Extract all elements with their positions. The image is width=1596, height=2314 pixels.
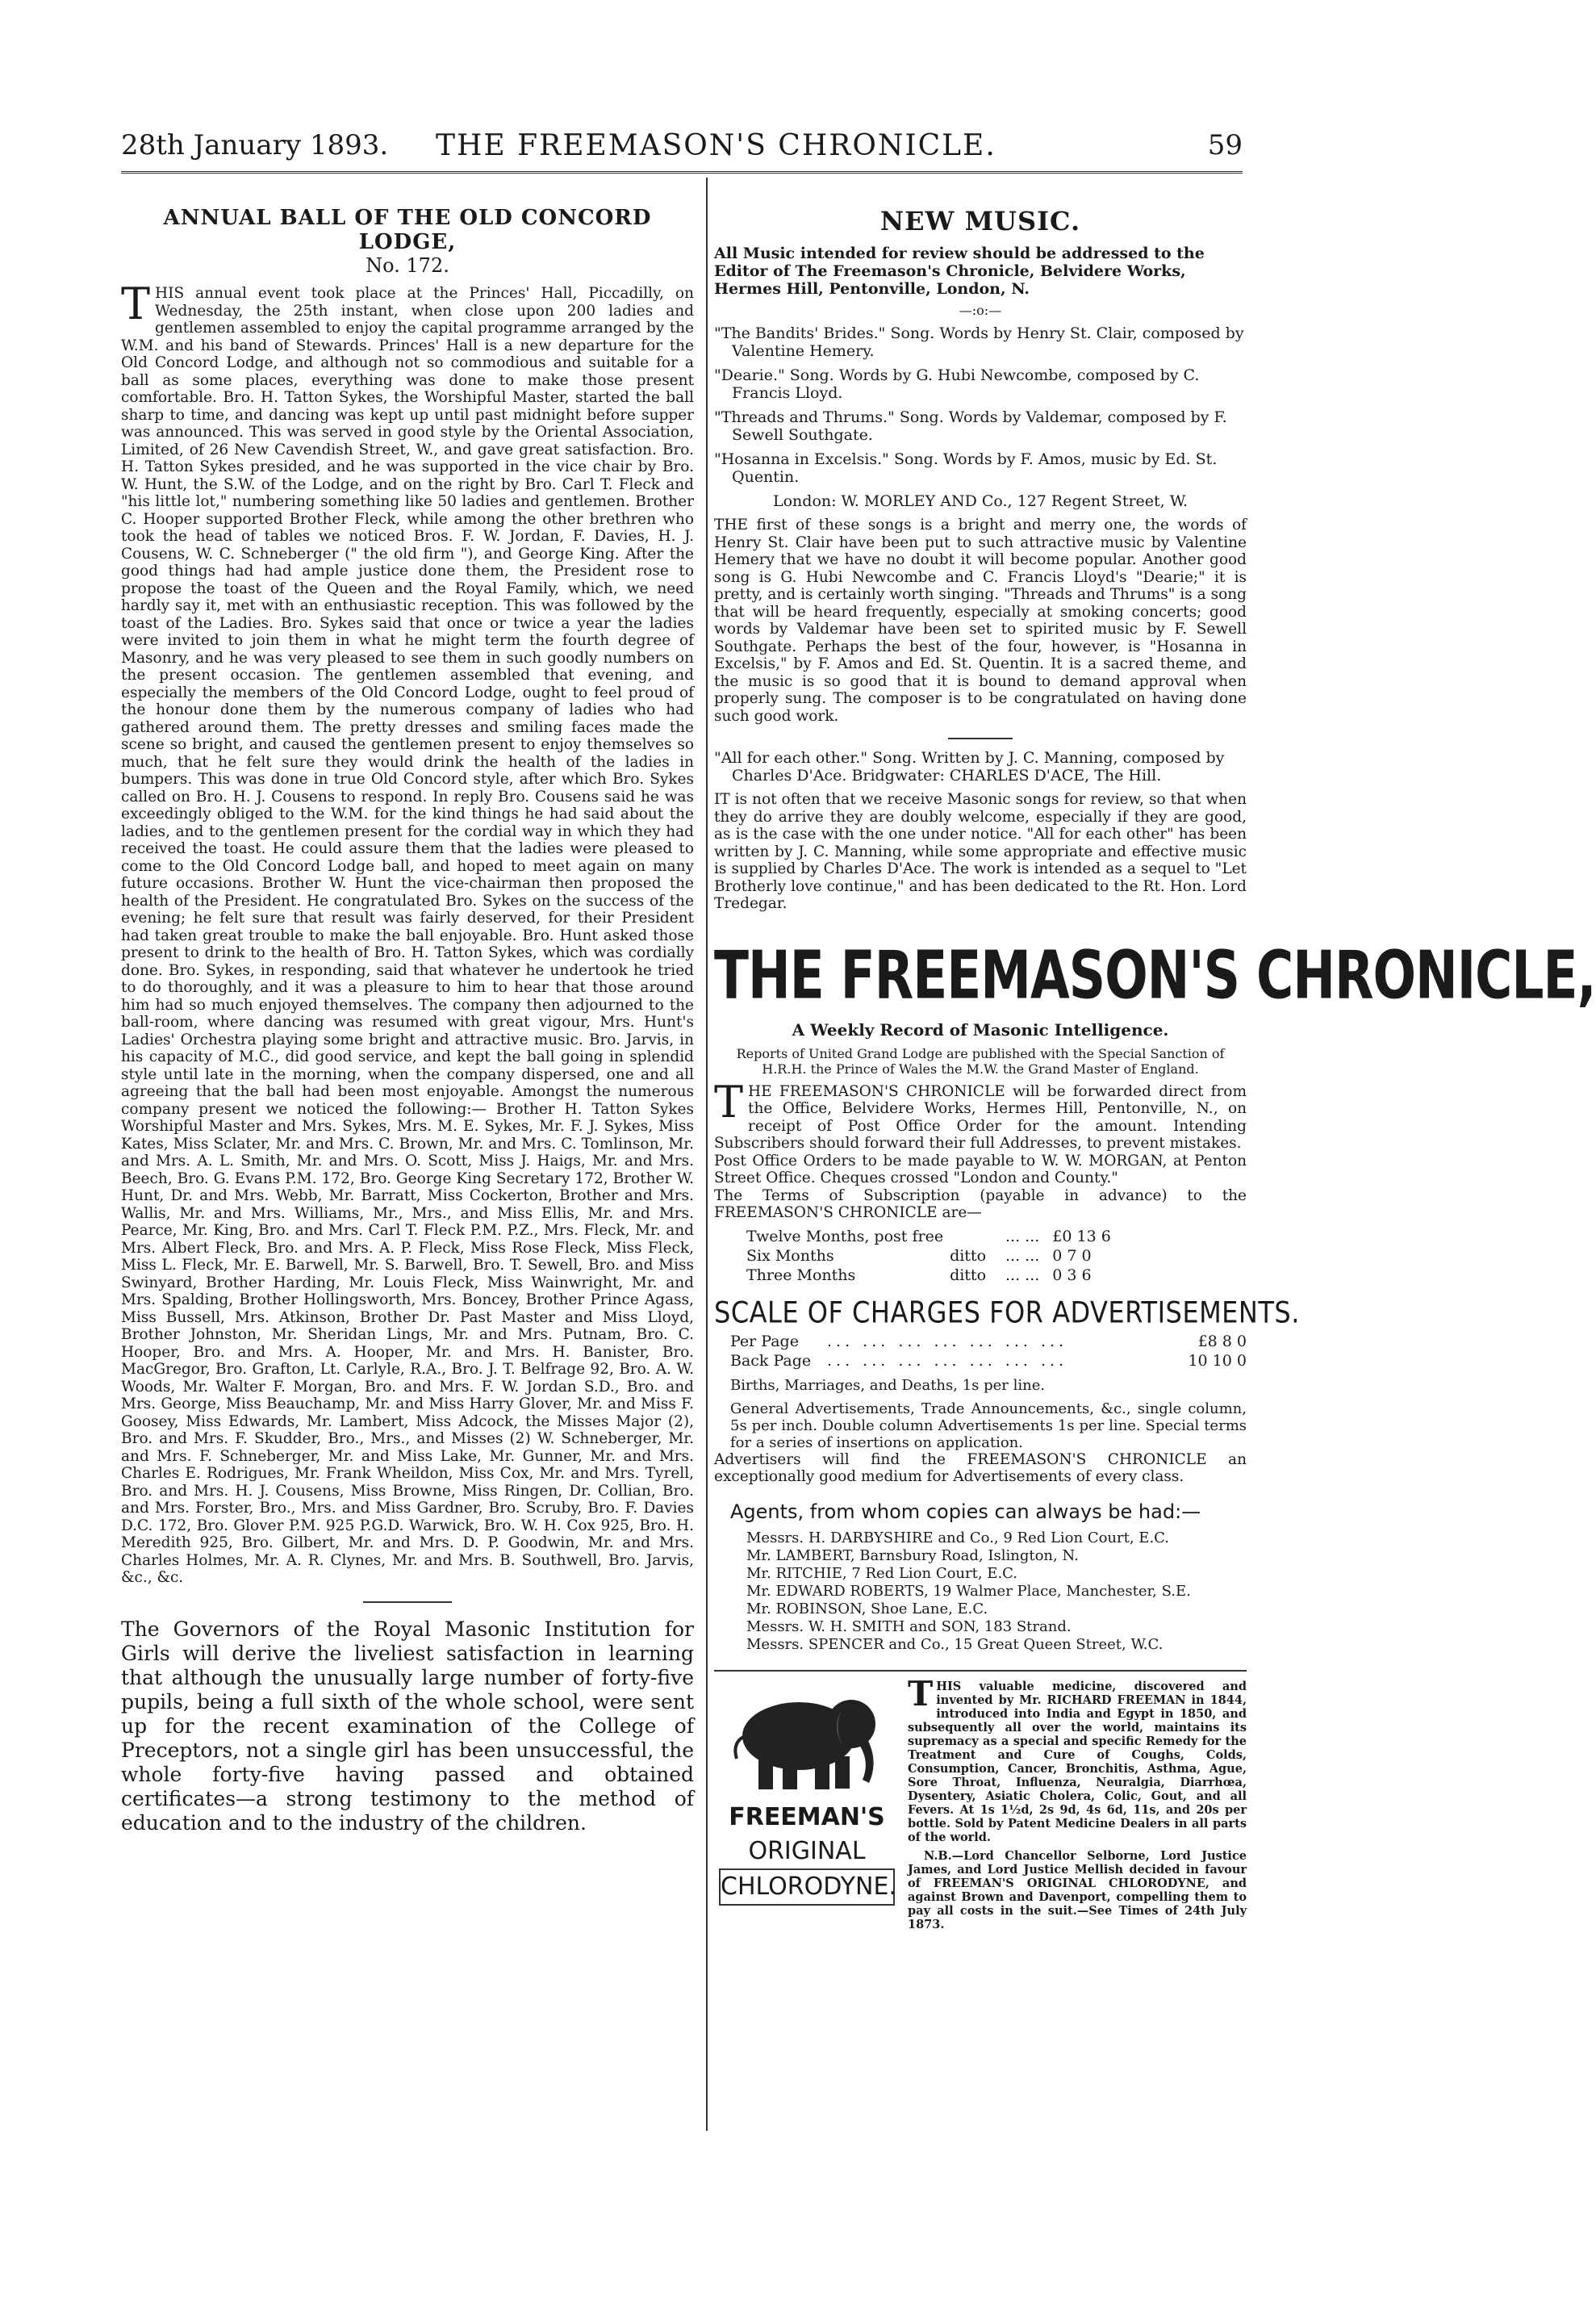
page-header — [121, 129, 1243, 169]
adv-rate-dots: ... ... ... ... ... ... ... — [827, 1351, 1068, 1370]
song-item: "Hosanna in Excelsis." Song. Words by F. Amos, music by Ed. St. Quentin. — [714, 450, 1218, 486]
adv-rate-value: 10 10 0 — [1188, 1351, 1247, 1370]
chronicle-masthead: THE FREEMASON'S CHRONICLE, — [714, 936, 1596, 1014]
ball-dropcap: T — [121, 278, 151, 329]
agent-item: Messrs. W. H. SMITH and SON, 183 Strand. — [746, 1617, 1072, 1635]
elephant-icon — [722, 1680, 884, 1793]
ball-article-body — [121, 278, 694, 1587]
agent-item: Mr. EDWARD ROBERTS, 19 Walmer Place, Manchester, S.E. — [746, 1582, 1191, 1600]
issue-date: 28th January 1893. — [121, 129, 389, 161]
chlorodyne-brand — [714, 1801, 900, 1906]
girls-institution-announcement: The Governors of the Royal Masonic Institution for Girls will derive the liveliest satisfaction in learning that although the unusually large number of forty-five pupils, being a full sixth of the whole school, were sent up for the recent examination of the College of Preceptors, not a single girl has been unsuccessful, the whole forty-five having passed and obtained certificates—a strong testimony to the method of education and to the industry of the children. — [121, 1617, 694, 1835]
term-dots: ... ... — [1005, 1266, 1040, 1284]
term-dots: ... ... — [1005, 1227, 1040, 1245]
column-divider — [706, 178, 708, 2131]
ball-article-subtitle: No. 172. — [366, 254, 449, 277]
term-dots: ... ... — [1005, 1246, 1040, 1265]
agent-item: Mr. ROBINSON, Shoe Lane, E.C. — [746, 1600, 988, 1617]
adv-general-note: General Advertisements, Trade Announcements, &c., single column, 5s per inch. Double column Advertisements 1s per line. Special terms for a series of insertions on application. — [730, 1400, 1247, 1451]
brand-line-1: FREEMAN'S — [729, 1802, 885, 1831]
chlorodyne-advert — [714, 1673, 1247, 1938]
adv-rate-row — [730, 1332, 1247, 1351]
music-review-2: IT is not often that we receive Masonic songs for review, so that when they do arrive they are doubly welcome, especially if they are good, as is the case with the one under notice. "All for each other" has been written by J. C. Manning, while some appropriate and effective music is supplied by Charles D'Ace. The work is intended as a sequel to "Let Brotherly love continue," and has been dedicated to the Rt. Hon. Lord Tredegar. — [714, 791, 1247, 912]
ball-article-text: HIS annual event took place at the Princes' Hall, Piccadilly, on Wednesday, the 25th instant, when close upon 200 ladies and gentlemen assembled to enjoy the capital programme arranged by the W.M. and his band of Stewards. Princes' Hall is a new departure for the Old Concord Lodge, and although not so commodious and suitable for a ball as some places, everything was done to make those present comfortable. Bro. H. Tatton Sykes, the Worshipful Master, started the ball sharp to time, and dancing was kept up until past midnight before supper was announced. This was served in good style by the Oriental Association, Limited, of 26 New Cavendish Street, W., and gave great satisfaction. Bro. H. Tatton Sykes presided, and he was supported in the vice chair by Bro. W. Hunt, the S.W. of the Lodge, and on the right by Bro. Carl T. Fleck and "his little lot," numbering something like 50 ladies and gentlemen. Brother C. Hooper supported Brother Fleck, while among the other brethren who took the head of tables we noticed Bros. F. W. Jordan, F. Davies, H. J. Cousens, W. C. Schneberger (" the old firm "), and George King. After the good things had had ample justice done them, the President rose to propose the toast of the Queen and the Royal Family, which, we need hardly say it, met with an enthusiastic reception. This was followed by the toast of the Ladies. Bro. Sykes said that once or twice a year the ladies were invited to join them in what he might term the fourth degree of Masonry, and he was very pleased to see them in such goodly numbers on the present occasion. The gentlemen assembled that evening, and especially the members of the Old Concord Lodge, ought to feel proud of the honour done them by the numerous company of ladies who had gathered around them. The pretty dresses and smiling faces made the scene so bright, and caused the gentlemen present to enjoy themselves so much, that he felt sure they would drink the health of the ladies in bumpers. This was done in true Old Concord style, after which Bro. Sykes called on Bro. H. J. Cousens to respond. In reply Bro. Cousens said he was exceedingly obliged to the W.M. for the kind things he had said about the ladies, and to the gentlemen present for the cordial way in which they had received the toast. He could assure them that the ladies were pleased to come to the Old Concord Lodge ball, and hoped to meet again on many future occasions. Brother W. Hunt the vice-chairman then proposed the health of the President. He congratulated Bro. Sykes on the success of the evening; he felt sure that result was fairly deserved, for their President had taken great trouble to make the ball enjoyable. Bro. Hunt asked those present to drink to the health of Bro. H. Tatton Sykes, which was cordially done. Bro. Sykes, in responding, said that whatever he undertook he tried to do thoroughly, and it was a pleasure to him to hear that those around him had so much enjoyed themselves. The company then adjourned to the ball-room, where dancing was resumed with great vigour, Mrs. Hunt's Ladies' Orchestra playing some bright and attractive music. Bro. Jarvis, in his capacity of M.C., did good service, and kept the ball going in splendid style until late in the morning, when the company dispersed, one and all agreeing that the ball had been most enjoyable. Amongst the numerous company present we noticed the following:— Brother H. Tatton Sykes Worshipful Master and Mrs. Sykes, Mrs. M. E. Sykes, Mr. F. J. Sykes, Miss Kates, Miss Sclater, Mr. and Mrs. C. Brown, Mr. and Mrs. C. Tomlinson, Mr. and Mrs. A. L. Smith, Mr. and Mrs. O. Scott, Miss J. Haigs, Mr. and Mrs. Beech, Bro. G. Evans P.M. 172, Bro. George King Secretary 172, Brother W. Hunt, Dr. and Mrs. Webb, Mr. Barratt, Miss Cockerton, Brother and Mrs. Wallis, Mr. and Mrs. Williams, Mr., Mrs., and Miss Ellis, Mr. and Mrs. Pearce, Mr. King, Bro. and Mrs. Carl T. Fleck P.M. P.Z., Mrs. Fleck, Mr. and Mrs. Albert Fleck, Bro. and Mrs. A. P. Fleck, Miss Rose Fleck, Miss Fleck, Miss L. Fleck, Mr. E. Barwell, Mr. S. Barwell, Bro. T. Sewell, Bro. and Miss Swinyard, Brother Harding, Mr. Louis Fleck, Miss Wainwright, Mr. and Mrs. Spalding, Brother Hollingsworth, Mrs. Boncey, Brother Prince Agass, Miss Bussell, Mrs. Atkinson, Brother Dr. Past Master and Miss Lloyd, Brother Johnston, Mr. Sheridan Lings, Mr. and Mrs. Putnam, Bro. C. Hooper, Bro. and Mrs. A. Hooper, Mr. and Mrs. H. Banister, Bro. MacGregor, Bro. Grafton, Lt. Carlyle, R.A., Bro. J. T. Belfrage 92, Bro. A. W. Woods, Mr. Walter F. Morgan, Bro. and Mrs. F. W. Jordan S.D., Bro. and Mrs. George, Miss Beauchamp, Mr. and Miss Harry Glover, Mr. and Miss F. Goosey, Miss Edwards, Mr. Lambert, Miss Adcock, the Misses Major (2), Bro. and Mrs. F. Skudder, Bro., Mrs., and Misses (2) W. Schneberger, Mr. and Mrs. F. Schneberger, Mr. and Miss Lake, Mr. Gunner, Mr. and Mrs. Charles E. Rodrigues, Mr. Frank Wheildon, Miss Cox, Mr. and Mrs. Tyrell, Bro. and Mrs. H. J. Cousens, Miss Browne, Miss Ringen, Dr. Collian, Bro. and Mrs. Forster, Bro., Mrs. and Miss Gardner, Bro. Scruby, Bro. F. Davies D.C. 172, Bro. Glover P.M. 925 P.G.D. Warwick, Bro. W. H. Cox 925, Bro. H. Meredith 925, Bro. Gilbert, Mr. and Mrs. D. P. Goodwin, Mr. and Mrs. Charles Holmes, Mr. A. R. Clynes, Mr. and Mrs. B. Southwell, Bro. Jarvis, &c., &c. — [121, 285, 694, 1586]
advert-text: HIS valuable medicine, discovered and invented by Mr. RICHARD FREEMAN in 1844, introduced into India and Egypt in 1850, and subsequently all over the world, maintains its supremacy as a special and specific Remedy for the Treatment and Cure of Coughs, Colds, Consumption, Cancer, Bronchitis, Asthma, Ague, Sore Throat, Influenza, Neuralgia, Diarrhœa, Dysentery, Asiatic Cholera, Colic, Gout, and all Fevers. At 1s 1½d, 2s 9d, 4s 6d, 11s, and 20s per bottle. Sold by Patent Medicine Dealers in all parts of the world. — [908, 1679, 1247, 1844]
term-period: Three Months — [746, 1266, 856, 1284]
table-row — [746, 1266, 1118, 1285]
new-music-title: NEW MUSIC. — [879, 206, 1081, 236]
left-column — [121, 206, 694, 1835]
ball-article-title: ANNUAL BALL OF THE OLD CONCORD LODGE, — [163, 206, 652, 254]
subscription-terms-table — [746, 1227, 1118, 1285]
post-office-orders: Post Office Orders to be made payable to W. W. MORGAN, at Penton Street Office. Cheques crossed "London and County." — [714, 1152, 1247, 1186]
song-item: "The Bandits' Brides." Song. Words by Henry St. Clair, composed by Valentine Hemery. — [714, 324, 1244, 360]
term-note: ditto — [950, 1246, 987, 1265]
brand-line-3: CHLORODYNE. — [719, 1868, 895, 1906]
song-item: "Threads and Thrums." Song. Words by Valdemar, composed by F. Sewell Southgate. — [714, 408, 1227, 444]
table-row — [746, 1227, 1118, 1246]
page-number: 59 — [1207, 129, 1243, 161]
song-list — [714, 324, 1247, 486]
music-publisher: London: W. MORLEY AND Co., 127 Regent Street, W. — [772, 492, 1188, 510]
subscription-text: HE FREEMASON'S CHRONICLE will be forwarded direct from the Office, Belvidere Works, Hermes Hill, Pentonville, N., on receipt of Post Office Order for the amount. Intending Subscribers should forward their full Addresses, to prevent mistakes. — [714, 1082, 1247, 1152]
new-music-separator: —:o:— — [959, 303, 1002, 318]
brand-line-2: ORIGINAL — [748, 1836, 866, 1865]
song-item-masonic: "All for each other." Song. Written by J. C. Manning, composed by Charles D'Ace. Bridgwater: CHARLES D'ACE, The Hill. — [714, 749, 1225, 785]
agent-item: Mr. LAMBERT, Barnsbury Road, Islington, N. — [746, 1546, 1079, 1564]
masthead-tagline: A Weekly Record of Masonic Intelligence. — [792, 1019, 1169, 1040]
new-music-intro: All Music intended for review should be addressed to the Editor of The Freemason's Chronicle, Belvidere Works, Hermes Hill, Pentonville, London, N. — [714, 245, 1205, 298]
adv-rate-value: £8 8 0 — [1197, 1332, 1247, 1350]
music-review-1: THE first of these songs is a bright and merry one, the words of Henry St. Clair have been put to such attractive music by Valentine Hemery that we have no doubt it will become popular. Another good song is G. Hubi Newcombe and C. Francis Lloyd's "Dearie;" it is pretty, and is certainly worth singing. "Threads and Thrums" is a song that will be heard frequently, especially at smoking concerts; good words by Valdemar have been set to spirited music by F. Sewell Southgate. Perhaps the best of the four, however, is "Hosanna in Excelsis," by F. Amos and Ed. St. Quentin. It is a sacred theme, and the music is so good that it is bound to demand approval when properly sung. The composer is to be congratulated on having done such good work. — [714, 517, 1247, 725]
newspaper-title: THE FREEMASON'S CHRONICLE. — [436, 129, 996, 162]
masthead-sanction: Reports of United Grand Lodge are published with the Special Sanction of H.R.H. the Prince of Wales the M.W. the Grand Master of England. — [736, 1045, 1225, 1077]
terms-intro: The Terms of Subscription (payable in advance) to the FREEMASON'S CHRONICLE are— — [714, 1186, 1247, 1221]
chlorodyne-description — [908, 1673, 1247, 1931]
term-amount: £0 13 6 — [1052, 1227, 1111, 1245]
agents-title: Agents, from whom copies can always be had:— — [730, 1500, 1201, 1523]
review-separator — [948, 738, 1013, 739]
header-rule — [121, 171, 1243, 174]
adv-medium-note: Advertisers will find the FREEMASON'S CHRONICLE an exceptionally good medium for Advertisements of every class. — [714, 1450, 1247, 1485]
term-note: ditto — [950, 1266, 987, 1284]
article-separator — [363, 1601, 452, 1603]
advert-dropcap: T — [908, 1673, 934, 1714]
table-row — [746, 1246, 1118, 1266]
term-amount: 0 3 6 — [1052, 1266, 1092, 1284]
right-column — [714, 206, 1596, 1938]
adv-rate-row — [730, 1351, 1247, 1370]
agent-item: Messrs. SPENCER and Co., 15 Great Queen Street, W.C. — [746, 1635, 1164, 1653]
advert-legal-note: N.B.—Lord Chancellor Selborne, Lord Justice James, and Lord Justice Mellish decided in favour of FREEMAN'S ORIGINAL CHLORODYNE, and against Brown and Davenport, compelling them to pay all costs in the suit.—See Times of 24th July 1873. — [908, 1848, 1247, 1931]
term-period: Six Months — [746, 1246, 834, 1265]
term-note — [950, 1227, 992, 1246]
term-amount: 0 7 0 — [1052, 1246, 1092, 1265]
adv-rate-dots: ... ... ... ... ... ... ... — [827, 1332, 1068, 1350]
agent-item: Mr. RITCHIE, 7 Red Lion Court, E.C. — [746, 1564, 1018, 1582]
adv-rate-label: Per Page — [730, 1332, 799, 1350]
adv-births-note: Births, Marriages, and Deaths, 1s per line. — [730, 1376, 1046, 1394]
song-item: "Dearie." Song. Words by G. Hubi Newcombe, composed by C. Francis Lloyd. — [714, 366, 1200, 402]
advertising-scale-title: SCALE OF CHARGES FOR ADVERTISEMENTS. — [714, 1294, 1300, 1330]
term-period: Twelve Months, post free — [746, 1227, 944, 1245]
advert-rule — [714, 1670, 1247, 1672]
adv-rate-label: Back Page — [730, 1351, 812, 1370]
subscription-info — [714, 1076, 1247, 1153]
subscription-dropcap: T — [714, 1076, 744, 1128]
agent-item: Messrs. H. DARBYSHIRE and Co., 9 Red Lion Court, E.C. — [746, 1529, 1170, 1546]
